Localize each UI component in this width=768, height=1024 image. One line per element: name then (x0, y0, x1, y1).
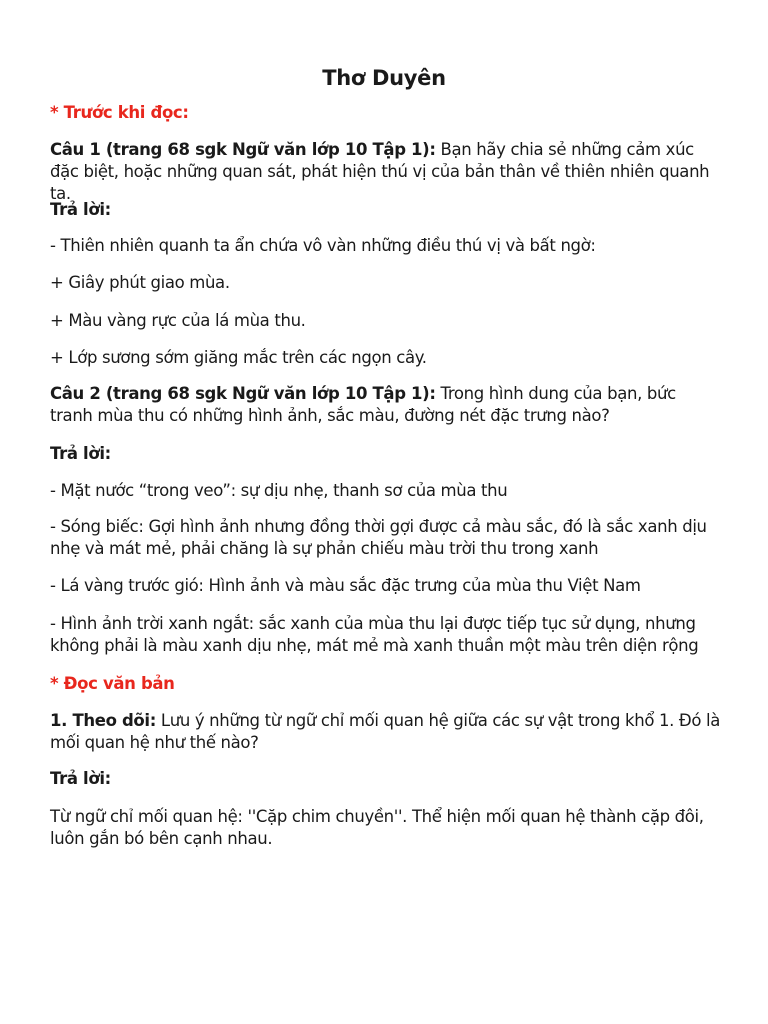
section-heading-before-reading: * Trước khi đọc: (50, 103, 189, 122)
answer-2-line: - Lá vàng trước gió: Hình ảnh và màu sắc đặc trưng của mùa thu Việt Nam (50, 576, 641, 595)
question-1-text: Bạn hãy chia sẻ những cảm xúc đặc biệt, hoặc những quan sát, phát hiện thú vị của bản thân về thiên nhiên quanh ta. (50, 140, 710, 203)
question-3-text: Lưu ý những từ ngữ chỉ mối quan hệ giữa các sự vật trong khổ 1. Đó là mối quan hệ như thế nào? (50, 711, 720, 752)
question-1 (50, 139, 720, 205)
question-2-text: Trong hình dung của bạn, bức tranh mùa thu có những hình ảnh, sắc màu, đường nét đặc trưng nào? (50, 384, 676, 425)
answer-2-line: - Mặt nước “trong veo”: sự dịu nhẹ, thanh sơ của mùa thu (50, 481, 508, 500)
answer-1-line: + Giây phút giao mùa. (50, 273, 230, 292)
answer-label-1: Trả lời: (50, 200, 111, 219)
section-heading-reading: * Đọc văn bản (50, 674, 175, 693)
answer-1-line: - Thiên nhiên quanh ta ẩn chứa vô vàn những điều thú vị và bất ngờ: (50, 236, 596, 255)
answer-2-line: - Sóng biếc: Gợi hình ảnh nhưng đồng thời gợi được cả màu sắc, đó là sắc xanh dịu nhẹ và mát mẻ, phải chăng là sự phản chiếu màu trời thu trong xanh (50, 517, 707, 558)
answer-1-line: + Màu vàng rực của lá mùa thu. (50, 311, 306, 330)
page-title: Thơ Duyên (322, 66, 446, 90)
question-1-label: Câu 1 (trang 68 sgk Ngữ văn lớp 10 Tập 1): (50, 140, 436, 159)
answer-2-line: - Hình ảnh trời xanh ngắt: sắc xanh của mùa thu lại được tiếp tục sử dụng, nhưng không phải là màu xanh dịu nhẹ, mát mẻ mà xanh thuần một màu trên diện rộng (50, 614, 699, 655)
question-2 (50, 383, 720, 427)
answer-3-text: Từ ngữ chỉ mối quan hệ: ''Cặp chim chuyền''. Thể hiện mối quan hệ thành cặp đôi, luôn gắn bó bên cạnh nhau. (50, 807, 704, 848)
answer-1-line: + Lớp sương sớm giăng mắc trên các ngọn cây. (50, 348, 427, 367)
answer-label-3: Trả lời: (50, 769, 111, 788)
question-3 (50, 710, 720, 754)
question-3-label: 1. Theo dõi: (50, 711, 156, 730)
answer-label-2: Trả lời: (50, 444, 111, 463)
question-2-label: Câu 2 (trang 68 sgk Ngữ văn lớp 10 Tập 1): (50, 384, 436, 403)
